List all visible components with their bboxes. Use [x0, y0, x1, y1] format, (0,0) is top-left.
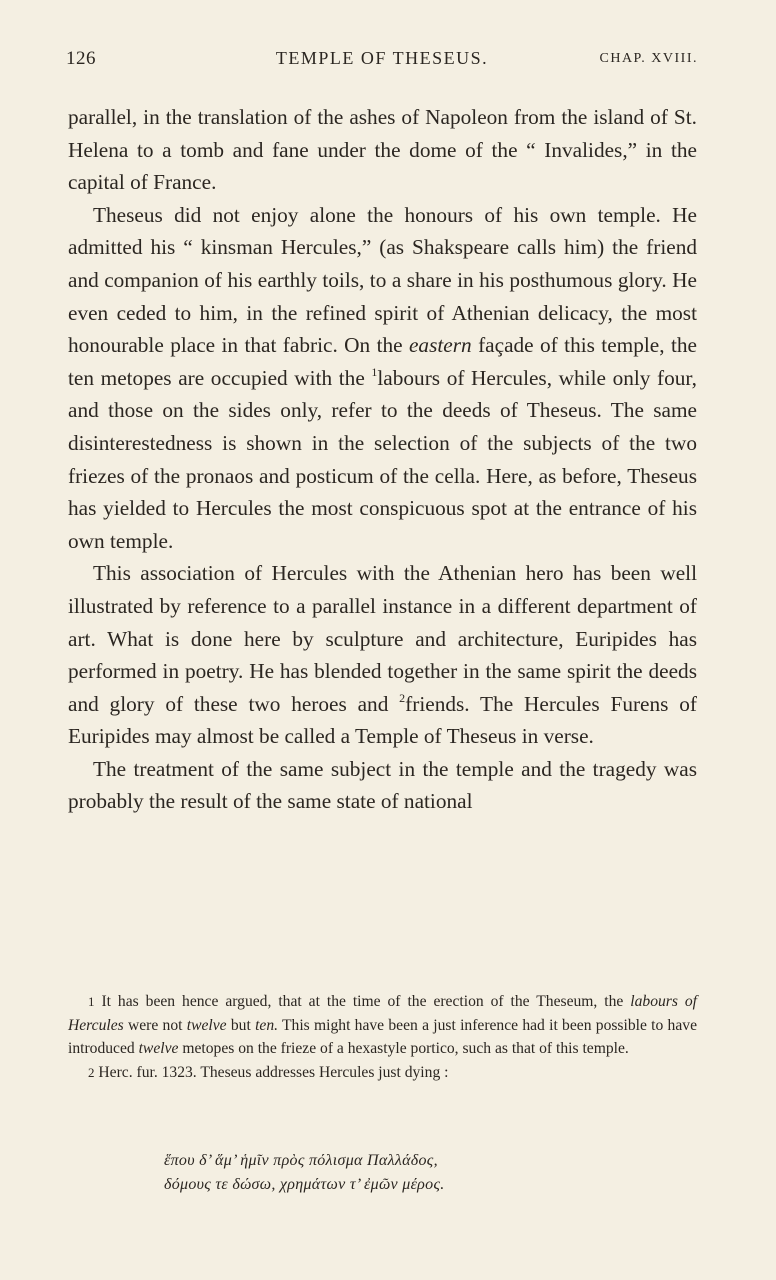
- footnote-ref-2[interactable]: 2: [399, 690, 406, 705]
- footnote-1-text-c: but: [226, 1016, 256, 1034]
- paragraph-2-text-b: façade of this temple, the ten metopes are occupied with the: [68, 333, 697, 390]
- paragraph-2-text-a: Theseus did not enjoy alone the honours of his own temple. He admitted his “ kinsman Hercules,” (as Shakspeare calls him) the friend and companion of his earthly toils, to a share in his posthumous glory. He even ceded to him, in the refined spirit of Athenian delicacy, the most honourable place in that fabric. On the: [68, 202, 697, 358]
- running-title: TEMPLE OF THESEUS.: [275, 48, 489, 68]
- footnote-1-text-e: metopes on the frieze of a hexastyle portico, such as that of this temple.: [178, 1040, 629, 1058]
- footnote-1-italic-c: ten.: [255, 1016, 279, 1034]
- main-text: [68, 101, 697, 818]
- paragraph-4: The treatment of the same subject in the temple and the tragedy was probably the result of the same state of national: [68, 756, 697, 814]
- footnote-1: [68, 990, 697, 1061]
- footnote-1-text-d: This might have been a just inference had it been possible to have introduced: [68, 1016, 697, 1058]
- footnote-1-text-b: were not: [123, 1016, 187, 1034]
- running-header: [66, 48, 698, 78]
- footnote-2-number: 2: [88, 1064, 95, 1080]
- footnote-1-italic-d: twelve: [138, 1040, 179, 1058]
- paragraph-2-text-c: labours of Hercules, while only four, and those on the sides only, refer to the deeds of Theseus. The same disinterestedness is shown in the selection of the subjects of the two friezes of the pronaos and posticum of the cella. Here, as before, Theseus has yielded to Hercules the most conspicuous spot at the entrance of his own temple.: [68, 365, 697, 553]
- paragraph-3: [68, 557, 697, 753]
- footnote-2-text: Herc. fur. 1323. Theseus addresses Hercules just dying :: [98, 1063, 449, 1081]
- greek-verse-line-2: δόμους τε δώσω, χρημάτων τ’ ἐμῶν μέρος.: [164, 1176, 445, 1193]
- emphasis-eastern: eastern: [408, 333, 472, 358]
- greek-verse-line-1: ἕπου δ’ ἅμ’ ἡμῖν πρὸς πόλισμα Παλλάδος,: [164, 1152, 438, 1169]
- page-number: 126: [66, 48, 96, 69]
- paragraph-3-text-a: This association of Hercules with the Athenian hero has been well illustrated by reference to a parallel instance in a different department of art. What is done here by sculpture and architecture, Euripides has performed in poetry. He has blended together in the same spirit the deeds and glory of these two heroes and: [68, 561, 697, 716]
- footnote-2: [68, 1061, 697, 1085]
- footnote-1-text-a: It has been hence argued, that at the time of the erection of the Theseum, the: [101, 993, 631, 1010]
- chapter-label: CHAP. XVIII.: [599, 51, 698, 66]
- paragraph-3-text-b: friends. The Hercules Furens of Euripides may almost be called a Temple of Theseus in verse.: [68, 691, 698, 749]
- footnote-1-italic-a: labours of Hercules: [68, 993, 697, 1034]
- paragraph-1: parallel, in the translation of the ashes of Napoleon from the island of St. Helena to a tomb and fane under the dome of the “ Invalides,” in the capital of France.: [68, 105, 697, 195]
- footnotes: [68, 990, 697, 1084]
- footnote-1-number: 1: [88, 994, 95, 1009]
- paragraph-2: [68, 199, 697, 558]
- footnote-ref-1[interactable]: 1: [371, 364, 378, 379]
- footnote-1-italic-b: twelve: [186, 1016, 227, 1034]
